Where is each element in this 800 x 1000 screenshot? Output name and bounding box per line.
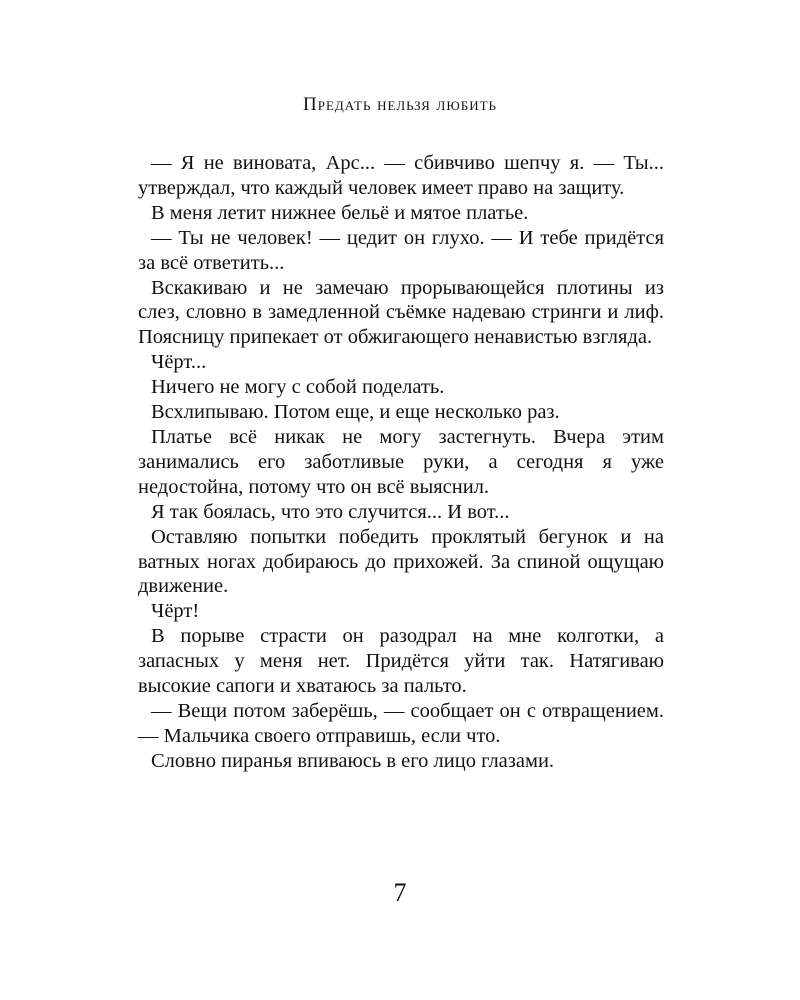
- paragraph-14: Словно пиранья впиваюсь в его лицо глазами.: [151, 749, 555, 772]
- running-head: [0, 93, 800, 117]
- paragraph-5: Чёрт...: [151, 351, 207, 374]
- paragraph-11: Чёрт!: [151, 600, 200, 623]
- paragraph-12: В порыве страсти он разодрал на мне колготки, а запасных у меня нет. Придётся уйти так. Натягиваю высокие сапоги и хватаюсь за пальто.: [138, 625, 664, 698]
- paragraph-8: Платье всё никак не могу застегнуть. Вчера этим занимались его заботливые руки, а сегодня я уже недостойна, потому что он всё выяснил.: [138, 425, 664, 498]
- paragraph-1: — Я не виновата, Арс... — сбивчиво шепчу я. — Ты... утверждал, что каждый человек имеет право на защиту.: [138, 152, 664, 199]
- paragraph-13: — Вещи потом заберёшь, — сообщает он с отвращением. — Мальчика своего отправишь, если что.: [138, 699, 664, 747]
- paragraph-3: — Ты не человек! — цедит он глухо. — И тебе придётся за всё ответить...: [138, 226, 664, 274]
- paragraph-9: Я так боялась, что это случится... И вот...: [151, 500, 510, 523]
- page-number: 7: [393, 878, 407, 907]
- paragraph-4: Вскакиваю и не замечаю прорывающейся плотины из слез, словно в замедленной съёмке надеваю стринги и лиф. Поясницу припекает от обжигающего ненавистью взгляда.: [138, 276, 664, 349]
- body-text: [138, 151, 664, 774]
- paragraph-6: Ничего не могу с собой поделать.: [151, 376, 445, 399]
- paragraph-2: В меня летит нижнее бельё и мятое платье.: [151, 201, 529, 224]
- running-head-text: Предать нельзя любить: [303, 94, 497, 115]
- paragraph-10: Оставляю попытки победить проклятый бегунок и на ватных ногах добираюсь до прихожей. За спиной ощущаю движение.: [138, 525, 664, 598]
- paragraph-7: Всхлипываю. Потом еще, и еще несколько раз.: [151, 401, 560, 424]
